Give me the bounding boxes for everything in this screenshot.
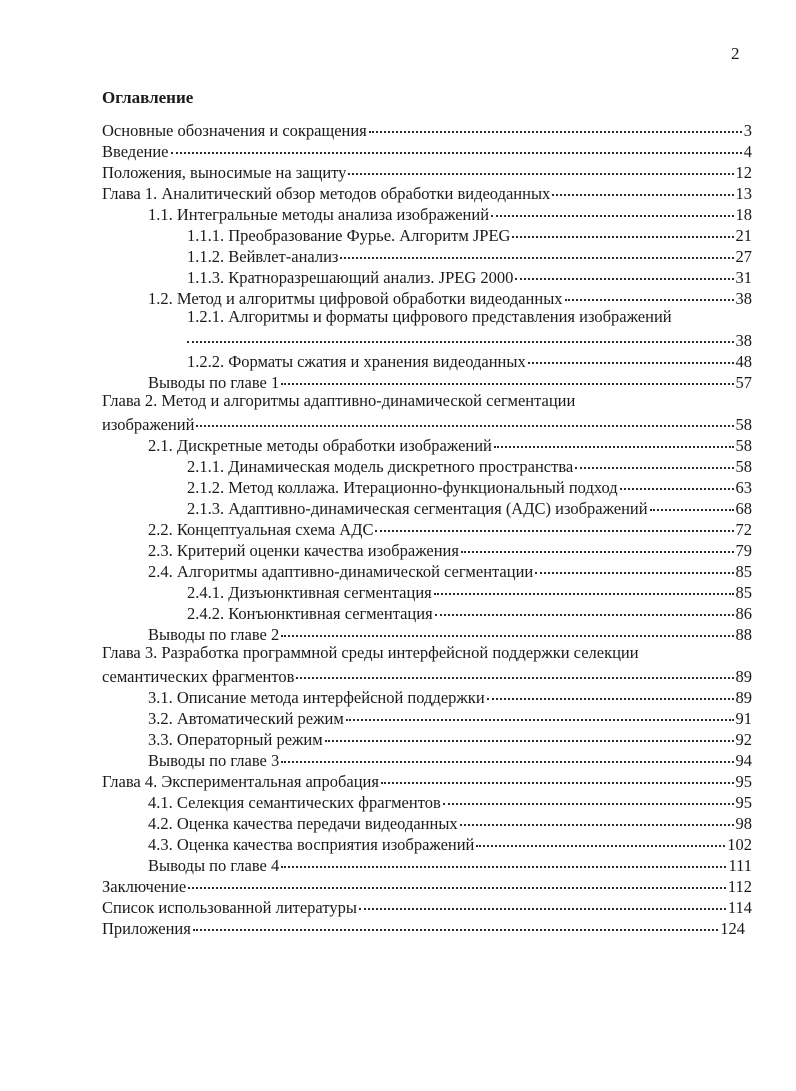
toc-leader [435, 598, 734, 616]
toc-entry-title: 1.2. Метод и алгоритмы цифровой обработки видеоданных [148, 289, 563, 308]
toc-entry[interactable] [148, 790, 752, 810]
toc-entry-title: Положения, выносимые на защиту [102, 163, 347, 182]
toc-entry-page: 91 [735, 709, 752, 728]
toc-leader [196, 409, 733, 427]
toc-leader [187, 325, 734, 343]
toc-entry[interactable] [102, 181, 752, 201]
toc-leader [650, 493, 734, 511]
toc-leader [296, 661, 733, 679]
toc-leader [346, 703, 734, 721]
toc-entry-title: 2.1.2. Метод коллажа. Итерационно-функциональный подход [187, 478, 618, 497]
toc-entry-page: 27 [735, 247, 752, 266]
toc-entry-page: 79 [735, 541, 752, 560]
toc-entry-page: 57 [735, 373, 752, 392]
toc-entry-page: 18 [735, 205, 752, 224]
toc-entry-title-continued: изображений [102, 415, 195, 434]
toc-leader [340, 241, 733, 259]
toc-entry-page: 98 [735, 814, 752, 833]
toc-leader [375, 514, 733, 532]
toc-entry[interactable] [148, 748, 752, 768]
toc-entry-page: 38 [735, 331, 752, 350]
toc-leader [491, 199, 733, 217]
toc-leader [528, 346, 734, 364]
toc-entry-page: 58 [735, 457, 752, 476]
toc-entry-title: 2.4.2. Конъюнктивная сегментация [187, 604, 433, 623]
toc-leader [281, 745, 733, 763]
toc-leader [359, 892, 726, 910]
toc-entry[interactable] [148, 559, 752, 579]
toc-entry[interactable] [148, 685, 752, 705]
toc-entry[interactable] [148, 706, 752, 726]
toc-leader [171, 136, 742, 154]
toc-entry[interactable] [148, 286, 752, 306]
toc-entry-title: 4.3. Оценка качества восприятия изображений [148, 835, 475, 854]
toc-entry-title: Глава 1. Аналитический обзор методов обработки видеоданных [102, 184, 551, 203]
toc-entry-title: 1.1.1. Преобразование Фурье. Алгоритм JPEG [187, 226, 511, 245]
toc-entry[interactable] [102, 769, 752, 789]
toc-entry-page: 89 [735, 667, 752, 686]
toc-entry[interactable] [187, 328, 752, 348]
toc-leader [369, 115, 742, 133]
toc-entry-title[interactable]: Глава 2. Метод и алгоритмы адаптивно-динамической сегментации [102, 391, 576, 410]
toc-entry[interactable] [148, 811, 752, 831]
toc-entry-page: 89 [735, 688, 752, 707]
toc-leader [512, 220, 733, 238]
toc-entry-page: 68 [735, 499, 752, 518]
toc-entry-title: Выводы по главе 3 [148, 751, 280, 770]
toc-entry[interactable] [148, 538, 752, 558]
toc-entry-title-continued: семантических фрагментов [102, 667, 295, 686]
toc-entry[interactable] [102, 118, 752, 138]
toc-entry[interactable] [187, 349, 752, 369]
toc-entry[interactable] [102, 664, 752, 684]
page-number: 2 [731, 44, 740, 63]
toc-entry-title: Выводы по главе 1 [148, 373, 280, 392]
toc-entry-page: 31 [735, 268, 752, 287]
toc-entry-title[interactable]: Глава 3. Разработка программной среды интерфейсной поддержки селекции [102, 643, 639, 662]
toc-leader [281, 850, 726, 868]
toc-entry-page: 94 [735, 751, 752, 770]
toc-entry-title: 1.1. Интегральные методы анализа изображений [148, 205, 490, 224]
toc-entry-title: 3.3. Операторный режим [148, 730, 323, 749]
toc-entry[interactable] [148, 433, 752, 453]
toc-entry-title: 2.3. Критерий оценки качества изображения [148, 541, 459, 560]
toc-entry-page: 3 [743, 121, 752, 140]
toc-entry-page: 21 [735, 226, 752, 245]
toc-entry-page: 72 [735, 520, 752, 539]
toc-entry[interactable] [102, 874, 752, 894]
toc-entry-page: 92 [735, 730, 752, 749]
toc-leader [281, 367, 733, 385]
toc-entry[interactable] [148, 370, 752, 390]
toc-entry-title: Основные обозначения и сокращения [102, 121, 367, 140]
toc-entry-page: 63 [735, 478, 752, 497]
toc-entry-title: 4.1. Селекция семантических фрагментов [148, 793, 441, 812]
toc-leader [281, 619, 733, 637]
toc-leader [620, 472, 734, 490]
toc-entry-title: 1.1.2. Вейвлет-анализ [187, 247, 339, 266]
toc-entry-title: 2.1. Дискретные методы обработки изображений [148, 436, 492, 455]
toc-entry-title: Приложения [102, 919, 191, 938]
toc-leader [476, 829, 725, 847]
toc-entry-title: Глава 4. Экспериментальная апробация [102, 772, 379, 791]
toc-entry-page: 102 [727, 835, 752, 854]
toc-entry-page: 88 [735, 625, 752, 644]
toc-leader [434, 577, 734, 595]
toc-leader [494, 430, 734, 448]
toc-entry-title: 2.2. Концептуальная схема АДС [148, 520, 374, 539]
toc-leader [325, 724, 734, 742]
toc-entry[interactable] [187, 580, 752, 600]
toc-leader [575, 451, 733, 469]
toc-entry[interactable] [148, 202, 752, 222]
toc-entry-page: 112 [727, 877, 752, 896]
toc-entry[interactable] [148, 727, 752, 747]
toc-entry-title: Заключение [102, 877, 187, 896]
toc-entry-page: 85 [735, 583, 752, 602]
toc-leader [188, 871, 726, 889]
toc-entry-title: 2.4.1. Дизъюнктивная сегментация [187, 583, 432, 602]
toc-entry[interactable] [102, 916, 745, 936]
toc-entry[interactable] [187, 265, 752, 285]
toc-entry-page: 114 [727, 898, 752, 917]
toc-entry-page: 4 [743, 142, 752, 161]
toc-entry[interactable] [148, 622, 752, 642]
toc-entry-title: Список использованной литературы [102, 898, 357, 917]
toc-entry-page: 38 [735, 289, 752, 308]
toc-entry-title: Выводы по главе 2 [148, 625, 280, 644]
toc-entry-title[interactable]: 1.2.1. Алгоритмы и форматы цифрового представления изображений [187, 307, 672, 326]
toc-entry-page: 85 [735, 562, 752, 581]
toc-entry[interactable] [102, 160, 752, 180]
toc-title: Оглавление [102, 88, 194, 107]
toc-entry[interactable] [102, 895, 752, 915]
toc-leader [535, 556, 733, 574]
toc-entry-page: 58 [735, 415, 752, 434]
toc-leader [552, 178, 733, 196]
toc-entry-page: 86 [735, 604, 752, 623]
toc-entry[interactable] [148, 832, 752, 852]
toc-entry-page: 124 [720, 919, 745, 938]
toc-leader [487, 682, 734, 700]
toc-leader [348, 157, 733, 175]
toc-leader [460, 808, 734, 826]
toc-leader [565, 283, 734, 301]
toc-leader [193, 913, 718, 931]
toc-entry-page: 111 [728, 856, 752, 875]
toc-entry[interactable] [187, 244, 752, 264]
toc-entry-title: 3.2. Автоматический режим [148, 709, 344, 728]
toc-leader [515, 262, 733, 280]
toc-leader [443, 787, 734, 805]
toc-entry-page: 95 [735, 772, 752, 791]
toc-entry[interactable] [102, 139, 752, 159]
toc-entry[interactable] [187, 601, 752, 621]
toc-entry-title: 1.1.3. Кратноразрешающий анализ. JPEG 2000 [187, 268, 514, 287]
toc-entry-page: 48 [735, 352, 752, 371]
toc-entry-title: 4.2. Оценка качества передачи видеоданных [148, 814, 458, 833]
toc-entry-title: 3.1. Описание метода интерфейсной поддержки [148, 688, 485, 707]
toc-entry[interactable] [187, 496, 752, 516]
toc-entry-page: 95 [735, 793, 752, 812]
toc-entry-title: 2.1.1. Динамическая модель дискретного пространства [187, 457, 574, 476]
toc-leader [461, 535, 734, 553]
toc-leader [381, 766, 734, 784]
toc-entry[interactable] [187, 475, 752, 495]
toc-entry[interactable] [148, 853, 752, 873]
toc-entry-title: 2.1.3. Адаптивно-динамическая сегментация (АДС) изображений [187, 499, 648, 518]
toc-entry[interactable] [102, 412, 752, 432]
toc-entry-page: 12 [735, 163, 752, 182]
toc-entry-title: 1.2.2. Форматы сжатия и хранения видеоданных [187, 352, 526, 371]
toc-entry-page: 13 [735, 184, 752, 203]
toc-entry[interactable] [187, 454, 752, 474]
toc-entry-page: 58 [735, 436, 752, 455]
toc-entry[interactable] [187, 223, 752, 243]
toc-entry[interactable] [148, 517, 752, 537]
toc-entry-title: 2.4. Алгоритмы адаптивно-динамической сегментации [148, 562, 534, 581]
toc-entry-title: Введение [102, 142, 169, 161]
toc-entry-title: Выводы по главе 4 [148, 856, 280, 875]
